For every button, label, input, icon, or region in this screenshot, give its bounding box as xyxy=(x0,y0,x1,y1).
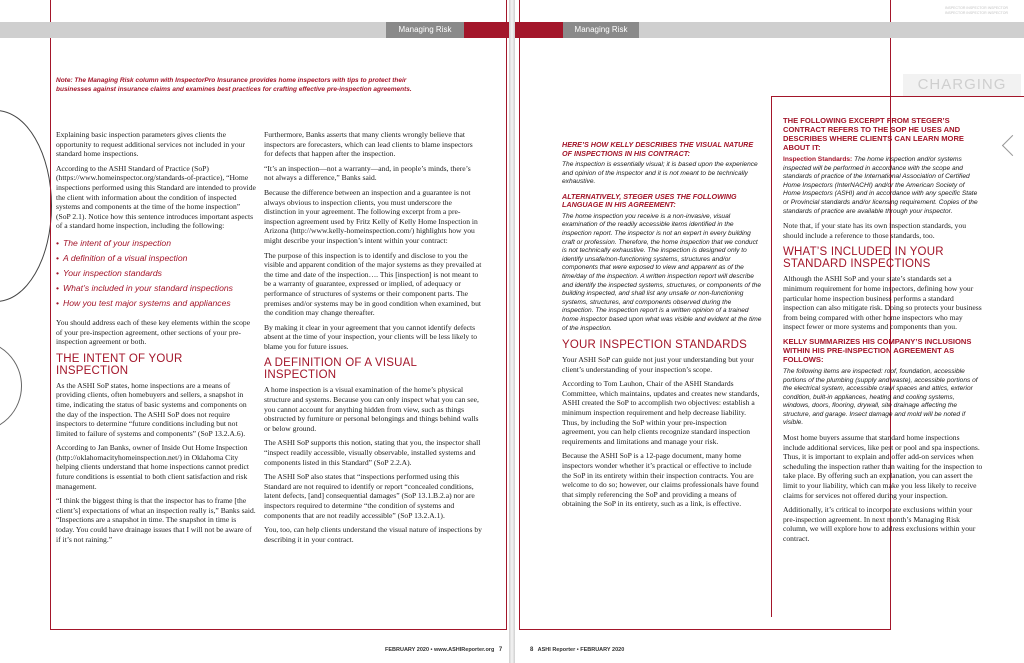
column-3 xyxy=(562,135,762,514)
decorative-arc xyxy=(0,340,22,432)
excerpt-text: The home inspection and/or systems inspected will be performed in accordance with the scope and standards of practice of the International Association of Certified Home Inspectors (InterNACHI) and/or the American Society of Home Inspectors (ASHI) and in accordance with any specific State or Provincial standards and/or licensing requirement. Copies of the standards of practice are available through your inspector. xyxy=(783,156,978,215)
page-number: 7 xyxy=(498,647,503,653)
section-heading: A DEFINITION OF A VISUAL INSPECTION xyxy=(264,357,417,382)
section-heading: WHAT’S INCLUDED IN YOUR STANDARD INSPECTIONS xyxy=(783,246,944,271)
subheading: KELLY SUMMARIZES HIS COMPANY’S INCLUSIONS WITHIN HIS PRE-INSPECTION AGREEMENT AS FOLLOWS: xyxy=(783,336,972,364)
list-item: • A definition of a visual inspection xyxy=(56,251,256,266)
column-2 xyxy=(264,130,482,549)
left-page xyxy=(0,0,509,663)
masthead-tagline: INSPECTOR INSPECTOR INSPECTOR INSPECTOR INSPECTOR INSPECTOR xyxy=(945,6,1009,15)
paragraph: By making it clear in your agreement that you cannot identify defects absent at the time of your inspection, your clients will be less likely to blame you for future issues. xyxy=(264,322,478,351)
paragraph: Although the ASHI SoP and your state’s standards set a minimum requirement for home inspectors, defining how your particular home inspection business performs a standard inspection can also mitigate risk. Doing so protects your business from being compared with other home inspectors who may inspect fewer or more systems and components than you. xyxy=(783,274,982,332)
section-tab: Managing Risk xyxy=(563,22,639,38)
section-tab: Managing Risk xyxy=(386,22,464,38)
key-elements-list xyxy=(56,236,256,311)
column-4 xyxy=(783,116,983,549)
paragraph: Because the ASHI SoP is a 12-page document, many home inspectors wonder whether it’s practical or effective to include the SoP in its entirety within their inspection contracts. You are welcome to do so; however, our claims professionals have found that simply referencing the SoP and providing a means of obtaining the SoP in its entirety, such as a link, is effective. xyxy=(562,451,759,509)
section-heading: YOUR INSPECTION STANDARDS xyxy=(562,339,747,352)
paragraph: The ASHI SoP also states that “inspections performed using this Standard are not required to identify or report “concealed conditions, latent defects, [and] consequential damages” (SoP 13.1.B.2.a) nor are inspectors required to determine “the condition of systems and components that are not readily accessible” (SoP 13.2.A.1). xyxy=(264,472,475,520)
paragraph: Additionally, it’s critical to incorporate exclusions within your pre-inspection agreement. In next month’s Managing Risk column, we will explore how to address exclusions within your contract. xyxy=(783,505,976,543)
paragraph: A home inspection is a visual examination of the home’s physical structure and systems. Because you can only inspect what you can see, you cannot account for anything hidden from view, such as things obstructed by furniture or personal belongings and things behind walls or below ground. xyxy=(264,385,479,433)
subheading: ALTERNATIVELY, STEGER USES THE FOLLOWING LANGUAGE IN HIS AGREEMENT: xyxy=(562,191,737,210)
footer-text: FEBRUARY 2020 • www.ASHIReporter.org xyxy=(385,647,495,653)
right-page xyxy=(515,0,1024,663)
decorative-arc xyxy=(0,110,52,302)
paragraph: “I think the biggest thing is that the inspector has to frame [the client’s] expectations of what an inspection really is,” Banks said. “Inspections are a snapshot in time. The snapshot in time is today. You could have drainage issues that I will not be aware of if it’s not raining.” xyxy=(56,496,256,544)
list-item: • What’s included in your standard inspections xyxy=(56,281,256,296)
paragraph: Explaining basic inspection parameters gives clients the opportunity to request additional services not included in your standard home inspections. xyxy=(56,130,245,159)
quoted-excerpt: The inspection is essentially visual; it is based upon the experience and opinion of the inspector and it is not meant to be technically exhaustive. xyxy=(562,161,758,186)
paragraph: Because the difference between an inspection and a guarantee is not always obvious to inspection clients, you must underscore the distinction in your agreement. The following excerpt from a pre-inspection agreement used by Fritz Kelly of Kelly Home Inspection in Arizona (http://www.kelly-homeinspection.com/) highlights how you might describe your inspection’s intent within your contract: xyxy=(264,187,478,245)
excerpt-lead: Inspection Standards: xyxy=(783,156,853,163)
section-heading: THE INTENT OF YOUR INSPECTION xyxy=(56,352,183,377)
editor-note: Note: The Managing Risk column with InspectorPro Insurance provides home inspectors with tips to protect their businesses against insurance claims and examines best practices for crafting effective pre-inspection agreements. xyxy=(56,77,412,93)
section-tab-accent xyxy=(464,22,509,38)
paragraph: The ASHI SoP supports this notion, stating that you, the inspector shall “inspect readily accessible, visually observable, installed systems and components listed in this Standard” (SoP 2.2.A). xyxy=(264,438,481,467)
paragraph: You, too, can help clients understand the visual nature of inspections by describing it in your contract. xyxy=(264,525,482,544)
paragraph: You should address each of these key elements within the scope of your pre-inspection agreement, other sections of your pre-inspection agreement or both. xyxy=(56,317,251,347)
quoted-excerpt: The following items are inspected: roof, foundation, accessible portions of the plumbing (supply and waste), accessible portions of the electrical system, accessible crawl spaces and attics, exterior condition, built-in appliances, heating and cooling systems, windows, doors, flooring, drywall, site drainage affecting the structure, and garage. Insect damage and mold will be noted if visible. xyxy=(783,367,978,427)
subheading: HERE’S HOW KELLY DESCRIBES THE VISUAL NATURE OF INSPECTIONS IN HIS CONTRACT: xyxy=(562,140,754,158)
paragraph: Your ASHI SoP can guide not just your understanding but your client’s understanding of your inspection’s scope. xyxy=(562,355,754,374)
page-footer xyxy=(527,647,624,653)
paragraph: “It’s an inspection—not a warranty—and, in people’s minds, there’s not always a difference,” Banks said. xyxy=(264,163,471,183)
footer-text: ASHI Reporter • FEBRUARY 2020 xyxy=(537,647,625,653)
page-footer xyxy=(385,647,505,653)
quoted-excerpt: The home inspection you receive is a non-invasive, visual examination of the readily accessible items identified in the inspection report. The inspector is not an expert in every building craft or profession. Therefore, the home inspection that we conduct is not technically exhaustive. The inspection is designed only to identify unsafe/non-functioning systems, structures and/or components that were exposed to view and apparent as of the time/day of the inspection. A written inspection report will describe and identify the inspected systems, structures, or components of the building inspected, and shall list any unsafe or non-functioning systems, structures, and components observed during the inspection. The inspection report is a written opinion of a trained home inspector based upon what was visible and evident at the time of the inspection. xyxy=(562,212,762,332)
paragraph: According to the ASHI Standard of Practice (SoP) (https://www.homeinspector.org/standards-of-practice), “Home inspections performed using this Standard are intended to provide the client with information about the condition of inspected systems and components at the time of the home inspection” (SoP 2.1). Notice how this sentence introduces important aspects of a standard home inspection, including the following: xyxy=(56,163,256,231)
paragraph: Furthermore, Banks asserts that many clients wrongly believe that inspectors are forecasters, which can lead clients to blame inspectors for defects that happen after the inspection. xyxy=(264,130,473,159)
list-item: • How you test major systems and appliances xyxy=(56,296,256,311)
column-1 xyxy=(56,130,256,549)
subheading: THE FOLLOWING EXCERPT FROM STEGER’S CONTRACT REFERS TO THE SOP HE USES AND DESCRIBES WHERE CLIENTS CAN LEARN MORE ABOUT IT: xyxy=(783,116,964,152)
paragraph: According to Jan Banks, owner of Inside Out Home Inspection (http://oklahomacityhomeinspection.net/) in Oklahoma City helping clients understand that home inspections cannot predict future conditions is essential to both client satisfaction and risk management. xyxy=(56,443,249,491)
quoted-excerpt: The purpose of this inspection is to identify and disclose to you the visible and apparent condition of the major systems as they prevailed at the time and date of the inspection…. This [inspection] is not meant to be a warranty of guarantee, expressed or implied, of adequacy or performance of structures of systems or their component parts. The premises and/or systems may be in good condition when examined, but the condition may change thereafter. xyxy=(264,250,482,318)
section-tab-accent xyxy=(515,22,563,38)
paragraph: According to Tom Lauhon, Chair of the ASHI Standards Committee, which maintains, updates and creates new standards, ASHI created the SoP to accomplish two objectives: establish a minimum inspection requirement and help decrease liability. Thus, by including the SoP within your pre-inspection agreement, you can help clients recognize standard inspection requirements and limitations and manage your risk. xyxy=(562,379,760,446)
page-number: 8 xyxy=(530,647,534,653)
list-item: • Your inspection standards xyxy=(56,266,256,281)
quoted-excerpt xyxy=(783,156,983,216)
list-item: • The intent of your inspection xyxy=(56,236,256,251)
paragraph: Most home buyers assume that standard home inspections include additional services, like pest or pool and spa inspections. Thus, it is important to explain and offer add-on services when scheduling the inspection rather than waiting for the inspection to take place. By offering such an explanation, you can assert the limit to your liability, which can make you less likely to receive claims for services not offered during your inspection. xyxy=(783,433,983,500)
paragraph: Note that, if your state has its own inspection standards, you should include a reference to those standards, too. xyxy=(783,221,967,240)
paragraph: As the ASHI SoP states, home inspections are a means of providing clients, often homebuyers and sellers, a snapshot in time, indicating the status of basic systems and components on the day of the inspection. The ASHI SoP does not require inspectors to determine “future conditions including but not limited to failure of systems and components” (SoP 13.2.A.6). xyxy=(56,380,247,438)
charging-label: CHARGING xyxy=(903,74,1021,96)
